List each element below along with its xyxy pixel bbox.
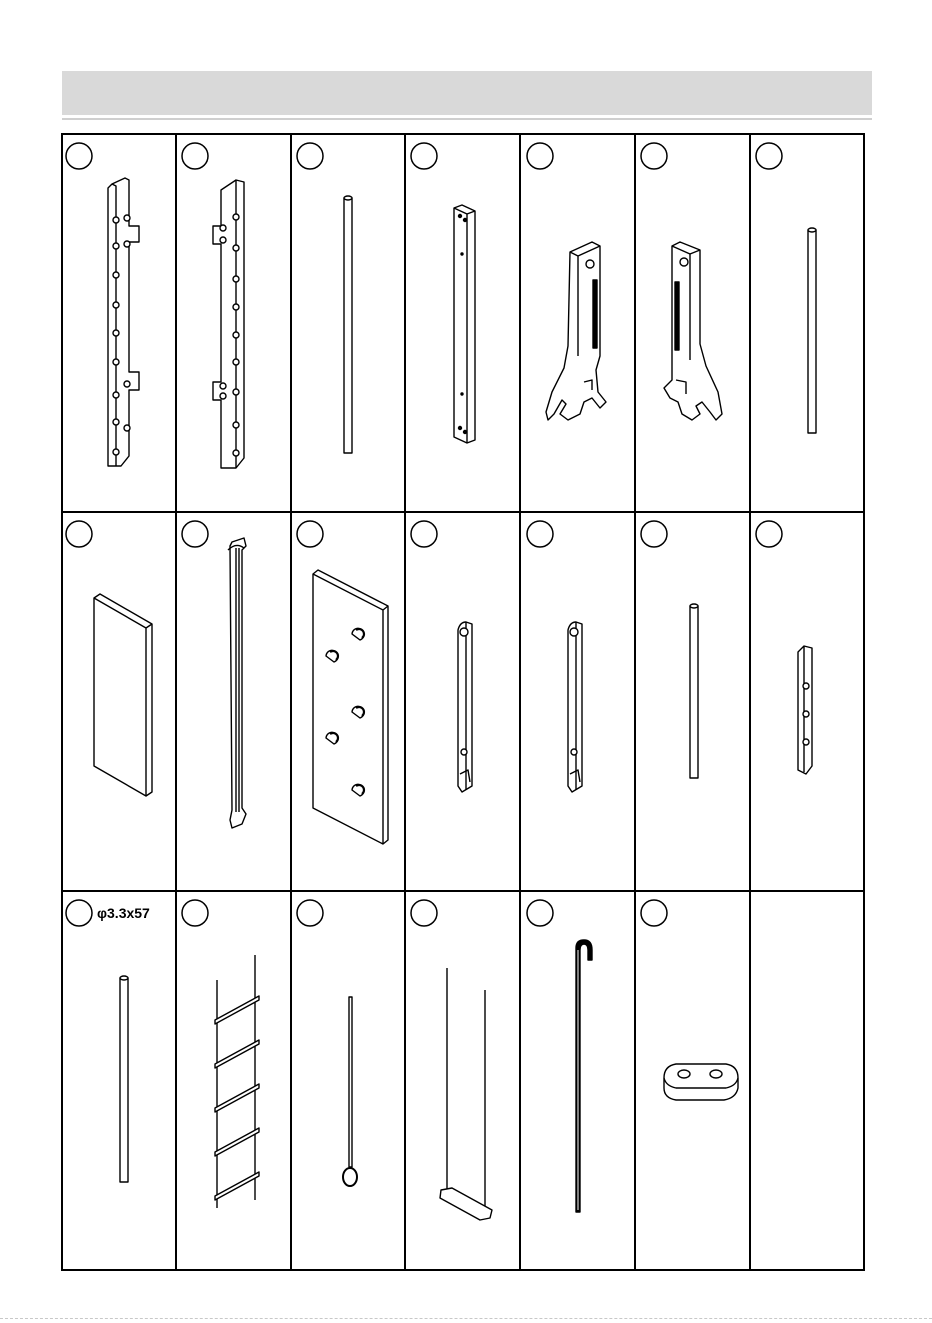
leg-bracket-right-icon (664, 242, 722, 420)
part-circle (66, 900, 92, 926)
page-bottom-rule (0, 1318, 932, 1320)
leg-bracket-left-icon (546, 242, 606, 420)
part-circle (66, 143, 92, 169)
part-circle (411, 900, 437, 926)
link-bar-icon (458, 622, 472, 792)
side-rail-right-icon (213, 180, 244, 468)
rod-icon (808, 228, 816, 433)
part-circle (756, 143, 782, 169)
side-rail-left-icon (108, 178, 139, 466)
slotted-rail-icon (228, 538, 246, 828)
part-circle (297, 143, 323, 169)
part-circle (297, 521, 323, 547)
short-rod-icon (690, 604, 698, 778)
panel-icon (94, 594, 152, 796)
link-bar-icon (568, 622, 582, 792)
perforated-board-icon (313, 570, 388, 844)
part-circle (66, 521, 92, 547)
part-circle (527, 900, 553, 926)
rod-icon (120, 976, 128, 1182)
rope-ladder-icon (215, 955, 259, 1208)
part-circle (411, 521, 437, 547)
hook-rod-icon (576, 940, 592, 1212)
dimension-label: φ3.3x57 (97, 905, 150, 921)
part-circle (641, 521, 667, 547)
part-circle (641, 900, 667, 926)
spacer-icon (664, 1064, 738, 1100)
part-circle (297, 900, 323, 926)
short-bracket-icon (798, 646, 812, 774)
part-circle (756, 521, 782, 547)
part-circle (527, 143, 553, 169)
ring-pin-icon (343, 997, 357, 1186)
long-rod-icon (344, 196, 352, 453)
part-circle (641, 143, 667, 169)
part-circle (182, 900, 208, 926)
flat-bar-icon (454, 205, 475, 443)
part-circle (182, 521, 208, 547)
part-circle (411, 143, 437, 169)
swing-icon (440, 968, 492, 1220)
part-circle (182, 143, 208, 169)
part-circle (527, 521, 553, 547)
